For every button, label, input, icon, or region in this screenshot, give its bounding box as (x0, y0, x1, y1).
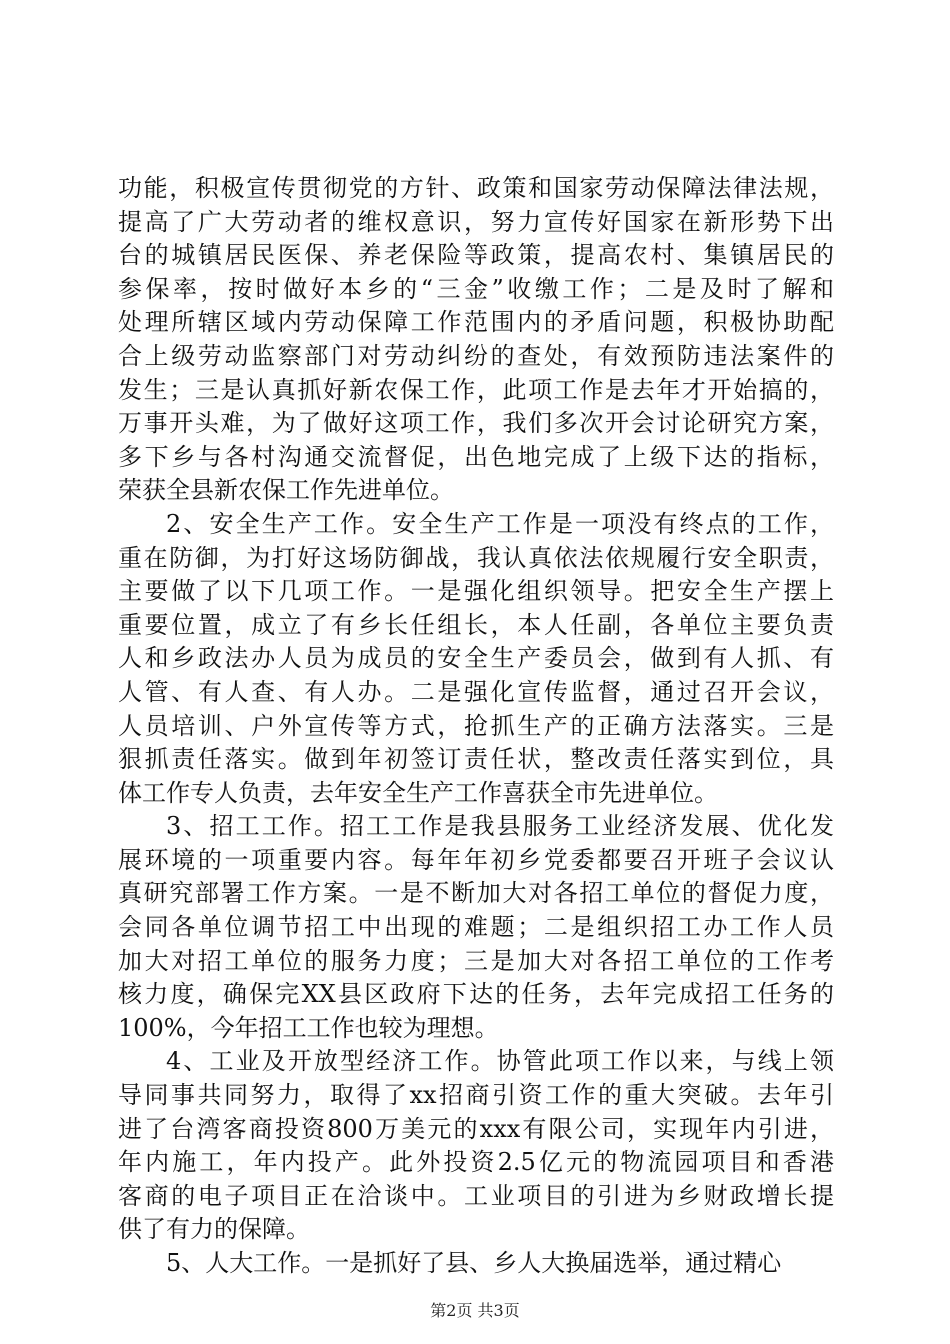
text-line: 合上级劳动监察部门对劳动纠纷的查处，有效预防违法案件的 (118, 341, 834, 370)
text-line: 体工作专人负责，去年安全生产工作喜获全市先进单位。 (118, 778, 718, 807)
text-line: 人和乡政法办人员为成员的安全生产委员会，做到有人抓、有 (118, 644, 834, 673)
text-line: 发生；三是认真抓好新农保工作，此项工作是去年才开始搞的， (118, 375, 834, 404)
text-line: 万事开头难，为了做好这项工作，我们多次开会讨论研究方案， (118, 409, 834, 438)
text-line: 100%，今年招工工作也较为理想。 (118, 1013, 499, 1042)
text-line: 人员培训、户外宣传等方式，抢抓生产的正确方法落实。三是 (118, 711, 834, 740)
text-line: 荣获全县新农保工作先进单位。 (118, 476, 454, 505)
text-line: 真研究部署工作方案。一是不断加大对各招工单位的督促力度， (118, 879, 834, 908)
text-line: 处理所辖区域内劳动保障工作范围内的矛盾问题，积极协助配 (118, 308, 834, 337)
text-line: 导同事共同努力，取得了xx招商引资工作的重大突破。去年引 (118, 1081, 834, 1110)
text-line: 会同各单位调节招工中出现的难题；二是组织招工办工作人员 (118, 913, 834, 942)
text-line: 提高了广大劳动者的维权意识，努力宣传好国家在新形势下出 (118, 207, 834, 236)
text-line: 加大对招工单位的服务力度；三是加大对各招工单位的工作考 (118, 946, 834, 975)
paragraph-start-line: 3、招工工作。招工工作是我县服务工业经济发展、优化发 (166, 812, 834, 841)
text-line: 重要位置，成立了有乡长任组长，本人任副，各单位主要负责 (118, 610, 834, 639)
text-line: 主要做了以下几项工作。一是强化组织领导。把安全生产摆上 (118, 577, 834, 606)
text-line: 年内施工，年内投产。此外投资2.5亿元的物流园项目和香港 (118, 1148, 834, 1177)
page-footer: 第2页 共3页 (430, 1301, 520, 1320)
text-line: 多下乡与各村沟通交流督促，出色地完成了上级下达的指标， (118, 442, 834, 471)
text-line: 参保率，按时做好本乡的“三金”收缴工作；二是及时了解和 (118, 274, 834, 303)
text-line: 客商的电子项目正在洽谈中。工业项目的引进为乡财政增长提 (118, 1181, 834, 1210)
document-body (118, 172, 834, 1281)
text-line: 狠抓责任落实。做到年初签订责任状，整改责任落实到位，具 (118, 745, 834, 774)
text-line: 人管、有人查、有人办。二是强化宣传监督，通过召开会议， (118, 677, 834, 706)
text-line: 核力度，确保完XX县区政府下达的任务，去年完成招工任务的 (118, 980, 834, 1009)
text-line: 进了台湾客商投资800万美元的xxx有限公司，实现年内引进， (118, 1114, 834, 1143)
text-line: 重在防御，为打好这场防御战，我认真依法依规履行安全职责， (118, 543, 834, 572)
paragraph-start-line: 5、人大工作。一是抓好了县、乡人大换届选举，通过精心 (166, 1249, 782, 1277)
text-line: 台的城镇居民医保、养老保险等政策，提高农村、集镇居民的 (118, 241, 834, 270)
text-line: 供了有力的保障。 (118, 1215, 310, 1244)
text-line: 功能，积极宣传贯彻党的方针、政策和国家劳动保障法律法规， (118, 174, 834, 202)
paragraph-start-line: 2、安全生产工作。安全生产工作是一项没有终点的工作， (166, 509, 834, 538)
text-line: 展环境的一项重要内容。每年年初乡党委都要召开班子会议认 (118, 845, 834, 874)
paragraph-start-line: 4、工业及开放型经济工作。协管此项工作以来，与线上领 (166, 1047, 834, 1076)
